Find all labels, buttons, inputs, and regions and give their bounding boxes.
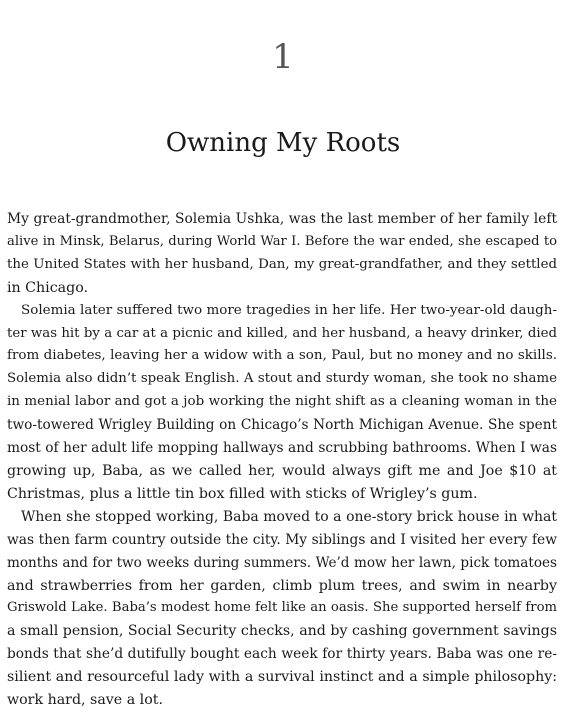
text-line: a small pension, Social Security checks, and by cashing government savings bbox=[7, 623, 558, 640]
text-line: the United States with her husband, Dan, my great-grandfather, and they settled bbox=[7, 256, 557, 272]
paragraph-2 bbox=[7, 300, 557, 506]
text-line: silient and resourceful lady with a survival instinct and a simple philosophy: bbox=[7, 669, 557, 686]
paragraph-3 bbox=[7, 506, 557, 712]
text-line: months and for two weeks during summers. We’d mow her lawn, pick tomatoes bbox=[7, 554, 557, 571]
text-line: ter was hit by a car at a picnic and killed, and her husband, a heavy drinker, died bbox=[7, 325, 557, 341]
text-line: When she stopped working, Baba moved to a one-story brick house in what bbox=[21, 508, 557, 525]
text-line: in Chicago. bbox=[7, 279, 89, 296]
text-line: and strawberries from her garden, climb plum trees, and swim in nearby bbox=[7, 577, 557, 594]
body-text bbox=[7, 208, 557, 712]
text-line: My great-grandmother, Solemia Ushka, was the last member of her family left bbox=[7, 211, 557, 227]
chapter-number: 1 bbox=[272, 37, 294, 77]
paragraph-1 bbox=[7, 208, 557, 300]
text-line: alive in Minsk, Belarus, during World War I. Before the war ended, she escaped to bbox=[7, 233, 557, 249]
text-line: bonds that she’d dutifully bought each week for thirty years. Baba was one re- bbox=[7, 646, 557, 663]
text-line: was then farm country outside the city. My siblings and I visited her every few bbox=[7, 531, 557, 548]
text-line: work hard, save a lot. bbox=[7, 692, 163, 709]
text-line: from diabetes, leaving her a widow with a son, Paul, but no money and no skills. bbox=[7, 348, 557, 364]
text-line: Christmas, plus a little tin box filled with sticks of Wrigley’s gum. bbox=[7, 485, 478, 502]
chapter-title: Owning My Roots bbox=[165, 128, 401, 158]
text-line: most of her adult life mopping hallways and scrubbing bathrooms. When I was bbox=[7, 440, 557, 457]
text-line: growing up, Baba, as we called her, would always gift me and Joe $10 at bbox=[7, 462, 557, 479]
text-line: Solemia later suffered two more tragedies in her life. Her two-year-old daugh- bbox=[21, 302, 557, 318]
text-line: two-towered Wrigley Building on Chicago’s North Michigan Avenue. She spent bbox=[7, 417, 557, 434]
text-line: Solemia also didn’t speak English. A stout and sturdy woman, she took no shame bbox=[7, 371, 557, 387]
text-line: Griswold Lake. Baba’s modest home felt like an oasis. She supported herself from bbox=[7, 600, 557, 616]
text-line: in menial labor and got a job working the night shift as a cleaning woman in the bbox=[7, 394, 557, 410]
